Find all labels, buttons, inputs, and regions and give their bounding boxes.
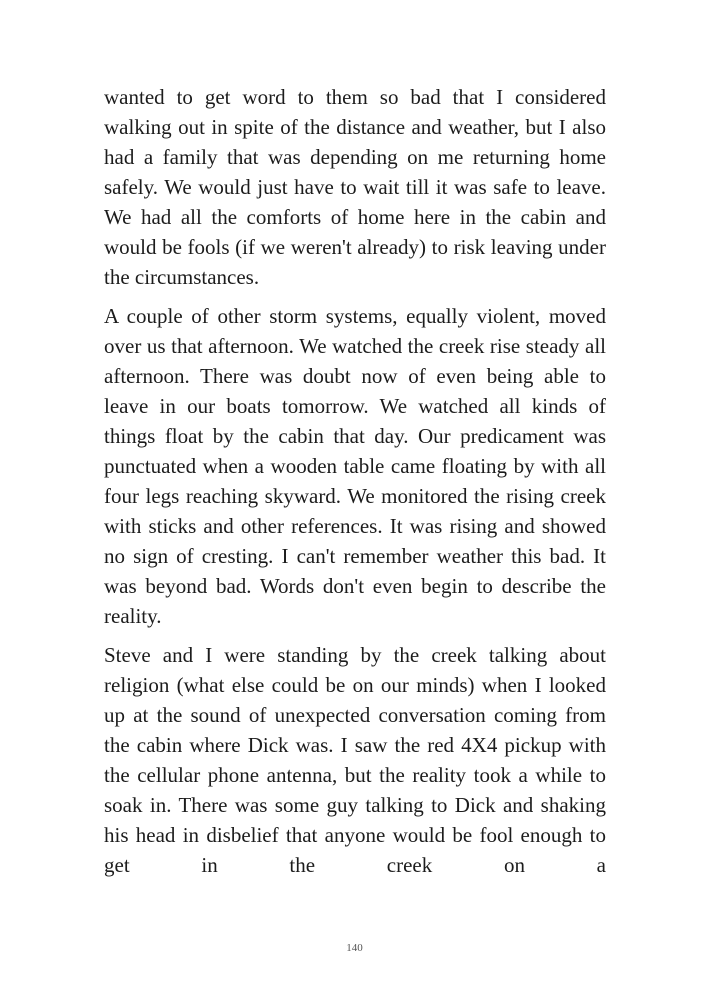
- paragraph-2: A couple of other storm systems, equally violent, moved over us that afternoon. We watched the creek rise steady all afternoon. There was doubt now of even being able to leave in our boats tomorrow. We watched all kinds of things float by the cabin that day. Our predicament was punctuated when a wooden table came floating by with all four legs reaching skyward. We monitored the rising creek with sticks and other references. It was rising and showed no sign of cresting. I can't remember weather this bad. It was beyond bad. Words don't even begin to describe the reality.: [104, 304, 606, 628]
- paragraph-3: Steve and I were standing by the creek talking about religion (what else could be on our minds) when I looked up at the sound of unexpected conversation coming from the cabin where Dick was. I saw the red 4X4 pickup with the cellular phone antenna, but the reality took a while to soak in. There was some guy talking to Dick and shaking his head in disbelief that anyone would be fool enough to get in the creek on a: [104, 643, 606, 877]
- page-number: 140: [346, 942, 363, 954]
- page-body: [104, 82, 606, 880]
- paragraph-1: wanted to get word to them so bad that I considered walking out in spite of the distance and weather, but I also had a family that was depending on me returning home safely. We would just have to wait till it was safe to leave. We had all the comforts of home here in the cabin and would be fools (if we weren't already) to risk leaving under the circumstances.: [104, 85, 606, 289]
